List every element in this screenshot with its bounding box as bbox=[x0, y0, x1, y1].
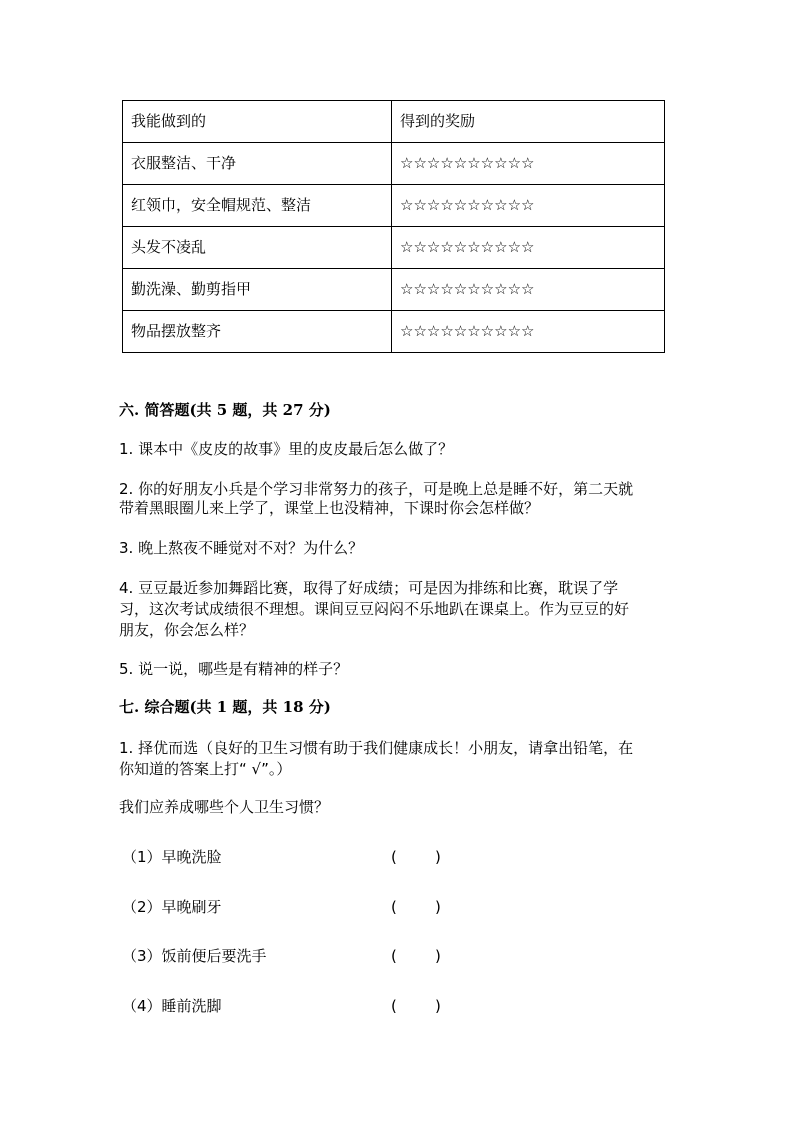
option-label: （2）早晚刷牙 bbox=[122, 898, 222, 916]
row-reward-stars[interactable]: ☆☆☆☆☆☆☆☆☆☆ bbox=[392, 269, 665, 311]
question-7-1-line-1: 1. 择优而选（良好的卫生习惯有助于我们健康成长！小朋友，请拿出铅笔，在 bbox=[119, 739, 634, 757]
question-6-2-line-1: 2. 你的好朋友小兵是个学习非常努力的孩子，可是晚上总是睡不好，第二天就 bbox=[119, 480, 634, 498]
row-item: 勤洗澡、勤剪指甲 bbox=[123, 269, 392, 311]
answer-blank[interactable]: ( ) bbox=[391, 947, 441, 965]
header-can-do: 我能做到的 bbox=[123, 101, 392, 143]
answer-blank[interactable]: ( ) bbox=[391, 898, 441, 916]
answer-blank[interactable]: ( ) bbox=[391, 997, 441, 1015]
question-6-5: 5. 说一说，哪些是有精神的样子？ bbox=[119, 660, 349, 678]
table-row bbox=[123, 311, 665, 353]
question-6-4-line-2: 习，这次考试成绩很不理想。课间豆豆闷闷不乐地趴在课桌上。作为豆豆的好 bbox=[119, 600, 630, 618]
row-item: 头发不凌乱 bbox=[123, 227, 392, 269]
row-item: 衣服整洁、干净 bbox=[123, 143, 392, 185]
row-reward-stars[interactable]: ☆☆☆☆☆☆☆☆☆☆ bbox=[392, 227, 665, 269]
row-reward-stars[interactable]: ☆☆☆☆☆☆☆☆☆☆ bbox=[392, 143, 665, 185]
reward-table bbox=[122, 100, 665, 353]
row-reward-stars[interactable]: ☆☆☆☆☆☆☆☆☆☆ bbox=[392, 185, 665, 227]
option-label: （4）睡前洗脚 bbox=[122, 997, 222, 1015]
row-item: 物品摆放整齐 bbox=[123, 311, 392, 353]
question-6-2-line-2: 带着黑眼圈儿来上学了，课堂上也没精神，下课时你会怎样做？ bbox=[119, 499, 540, 517]
table-row bbox=[123, 269, 665, 311]
answer-blank[interactable]: ( ) bbox=[391, 848, 441, 866]
question-6-4-line-1: 4. 豆豆最近参加舞蹈比赛，取得了好成绩；可是因为排练和比赛，耽误了学 bbox=[119, 579, 619, 597]
question-6-3: 3. 晚上熬夜不睡觉对不对？为什么？ bbox=[119, 539, 364, 557]
table-row bbox=[123, 227, 665, 269]
option-label: （3）饭前便后要洗手 bbox=[122, 947, 267, 965]
option-label: （1）早晚洗脸 bbox=[122, 848, 222, 866]
row-item: 红领巾，安全帽规范、整洁 bbox=[123, 185, 392, 227]
habit-question: 我们应养成哪些个人卫生习惯？ bbox=[119, 798, 330, 816]
row-reward-stars[interactable]: ☆☆☆☆☆☆☆☆☆☆ bbox=[392, 311, 665, 353]
question-6-1: 1. 课本中《皮皮的故事》里的皮皮最后怎么做了？ bbox=[119, 440, 454, 458]
section-6-heading: 六. 简答题(共 5 题，共 27 分) bbox=[119, 401, 331, 419]
section-7-heading: 七. 综合题(共 1 题，共 18 分) bbox=[119, 698, 331, 716]
table-row bbox=[123, 143, 665, 185]
question-6-4-line-3: 朋友，你会怎么样？ bbox=[119, 621, 255, 639]
table-header-row bbox=[123, 101, 665, 143]
question-7-1-line-2: 你知道的答案上打“ √”。） bbox=[119, 760, 292, 778]
table-row bbox=[123, 185, 665, 227]
header-reward: 得到的奖励 bbox=[392, 101, 665, 143]
